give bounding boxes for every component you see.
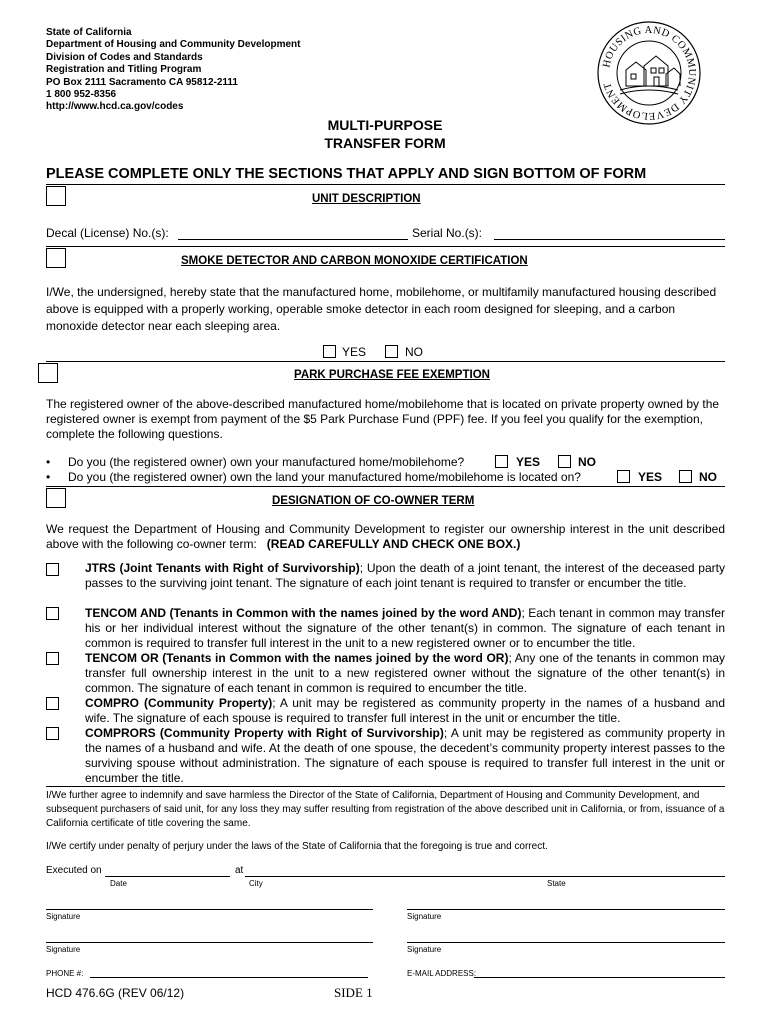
coowner-checkbox[interactable] [46, 488, 66, 508]
option-desc: ; Upon the death of a joint tenant, the interest of the deceased party passes to the surviving joint tenant. The signature of each joint tenant is required to transfer or encumber the title. [85, 561, 725, 590]
smoke-no-checkbox[interactable] [385, 345, 398, 358]
coowner-heading: DESIGNATION OF CO-OWNER TERM [272, 495, 475, 507]
option-term: JTRS (Joint Tenants with Right of Survivorship) [85, 561, 360, 575]
at-label: at [235, 865, 244, 876]
serial-label: Serial No.(s): [412, 226, 483, 240]
email-label: E-MAIL ADDRESS: [407, 969, 477, 978]
instruction-heading: PLEASE COMPLETE ONLY THE SECTIONS THAT APPLY AND SIGN BOTTOM OF FORM [46, 166, 647, 182]
certify-text: I/We certify under penalty of perjury under the laws of the State of California that the foregoing is true and correct. [46, 841, 548, 852]
coowner-intro-instruction: (READ CAREFULLY AND CHECK ONE BOX.) [266, 537, 521, 551]
agency-line: Registration and Titling Program [46, 64, 202, 76]
agency-line: 1 800 952-8356 [46, 89, 117, 101]
tencom-and-checkbox[interactable] [46, 607, 59, 620]
signature-label: Signature [407, 945, 442, 954]
signature-line-4[interactable] [407, 932, 725, 943]
coowner-intro-text: We request the Department of Housing and Community Development to register our ownership interest in the unit described above with the following co-owner term: [46, 522, 725, 551]
executed-on-label: Executed on [46, 865, 102, 876]
tencom-and-option [85, 606, 725, 651]
form-number: HCD 476.6G (REV 06/12) [46, 986, 185, 1000]
smoke-yes-label: YES [342, 345, 367, 359]
agency-line: State of California [46, 27, 132, 38]
smoke-no-label: NO [405, 345, 423, 359]
agency-line: PO Box 2111 Sacramento CA 95812-2111 [46, 76, 238, 88]
decal-label: Decal (License) No.(s): [46, 226, 169, 240]
unit-description-heading: UNIT DESCRIPTION [312, 193, 421, 205]
compro-option [85, 696, 725, 726]
compro-checkbox[interactable] [46, 697, 59, 710]
smoke-detector-text: I/We, the undersigned, hereby state that the manufactured home, mobilehome, or multifamily manufactured housing described above is equipped with a properly working, operable smoke detector in each room designed for sleeping, and a carbon monoxide detector near each sleeping area. [46, 285, 717, 333]
option-desc: ; A unit may be registered as community property in the names of a husband and wife. The signature of each spouse is required to transfer full interest in the unit or encumber the title. [85, 696, 725, 725]
q2-no-checkbox[interactable] [679, 470, 692, 483]
park-question-2: Do you (the registered owner) own the land your manufactured home/mobilehome is located on? [68, 470, 581, 484]
jtrs-option [85, 561, 725, 591]
option-desc: ; A unit may be registered as community property in the names of a husband and wife. At the death of one spouse, the decedent’s community property interest passes to the surviving spouse without administration. The signature of each spouse is required to transfer full interest in the unit or encumber the title. [85, 726, 726, 785]
signature-line-1[interactable] [46, 899, 373, 910]
divider [46, 246, 725, 247]
option-desc: ; Each tenant in common may transfer his or her individual interest without the signature of the other tenant(s) in common. The signature of each tenant in common is required to transfer full interest in the unit to a new registered owner or to encumber the title. [85, 606, 725, 650]
form-title-line2: TRANSFER FORM [324, 135, 446, 151]
svg-text:HOUSING AND COMMUNITY DEVELOPM: HOUSING AND COMMUNITY DEVELOPMENT [601, 24, 698, 122]
executed-location-field[interactable] [245, 864, 725, 877]
serial-number-field[interactable] [494, 226, 725, 240]
divider [46, 184, 725, 185]
state-caption: State [547, 879, 566, 888]
bullet: • [46, 470, 51, 484]
q1-yes-label: YES [516, 455, 541, 469]
smoke-detector-checkbox[interactable] [46, 248, 66, 268]
signature-label: Signature [407, 912, 442, 921]
q1-no-label: NO [578, 455, 596, 469]
agency-line: Department of Housing and Community Development [46, 39, 301, 51]
tencom-or-checkbox[interactable] [46, 652, 59, 665]
signature-line-3[interactable] [46, 932, 373, 943]
agency-address-block [46, 27, 300, 114]
phone-field[interactable] [90, 967, 368, 978]
q2-no-label: NO [699, 470, 717, 484]
phone-label: PHONE #: [46, 969, 84, 978]
hcd-seal-logo [596, 20, 702, 126]
option-term: TENCOM AND (Tenants in Common with the names joined by the word AND) [85, 606, 522, 620]
option-term: COMPRO (Community Property) [85, 696, 273, 710]
q2-yes-label: YES [638, 470, 663, 484]
executed-date-field[interactable] [105, 864, 230, 877]
indemnify-text: I/We further agree to indemnify and save harmless the Director of the State of California, Department of Housing and Community Development, and subsequent purchasers of said unit, for any loss they may suffer resulting from registration of the above described unit in California, or from, issuance of a California certificate of title covering the same. [46, 790, 725, 829]
option-term: TENCOM OR (Tenants in Common with the names joined by the word OR) [85, 651, 509, 665]
tencom-or-option [85, 651, 725, 696]
q2-yes-checkbox[interactable] [617, 470, 630, 483]
bullet: • [46, 455, 51, 469]
page-side: SIDE 1 [334, 985, 373, 1000]
q1-yes-checkbox[interactable] [495, 455, 508, 468]
comprors-option [85, 726, 725, 786]
divider [46, 786, 725, 787]
park-fee-text: The registered owner of the above-described manufactured home/mobilehome that is located on private property owned by the registered owner is exempt from payment of the $5 Park Purchase Fund (PPF) fee. If you feel you qualify for the exemption, complete the following questions. [46, 397, 720, 441]
comprors-checkbox[interactable] [46, 727, 59, 740]
jtrs-checkbox[interactable] [46, 563, 59, 576]
q1-no-checkbox[interactable] [558, 455, 571, 468]
agency-website-link[interactable]: http://www.hcd.ca.gov/codes [46, 101, 184, 113]
email-field[interactable] [474, 967, 725, 978]
unit-description-checkbox[interactable] [46, 186, 66, 206]
park-question-1: Do you (the registered owner) own your manufactured home/mobilehome? [68, 455, 465, 469]
option-desc: ; Any one of the tenants in common may transfer full ownership interest in the unit to a new registered owner without the signature of the other tenant(s) in common. The signature of each tenant in common is required to encumber the title. [85, 651, 725, 695]
date-caption: Date [110, 879, 127, 888]
signature-label: Signature [46, 945, 81, 954]
coowner-intro [46, 522, 725, 552]
form-title-line1: MULTI-PURPOSE [327, 117, 443, 133]
divider [46, 486, 725, 487]
divider [46, 361, 725, 362]
smoke-detector-heading: SMOKE DETECTOR AND CARBON MONOXIDE CERTIFICATION [181, 255, 528, 267]
option-term: COMPRORS (Community Property with Right of Survivorship) [85, 726, 444, 740]
decal-number-field[interactable] [178, 226, 408, 240]
city-caption: City [249, 879, 263, 888]
smoke-yes-checkbox[interactable] [323, 345, 336, 358]
park-fee-heading: PARK PURCHASE FEE EXEMPTION [294, 369, 490, 381]
signature-label: Signature [46, 912, 81, 921]
signature-line-2[interactable] [407, 899, 725, 910]
park-fee-checkbox[interactable] [38, 363, 58, 383]
agency-line: Division of Codes and Standards [46, 51, 203, 63]
